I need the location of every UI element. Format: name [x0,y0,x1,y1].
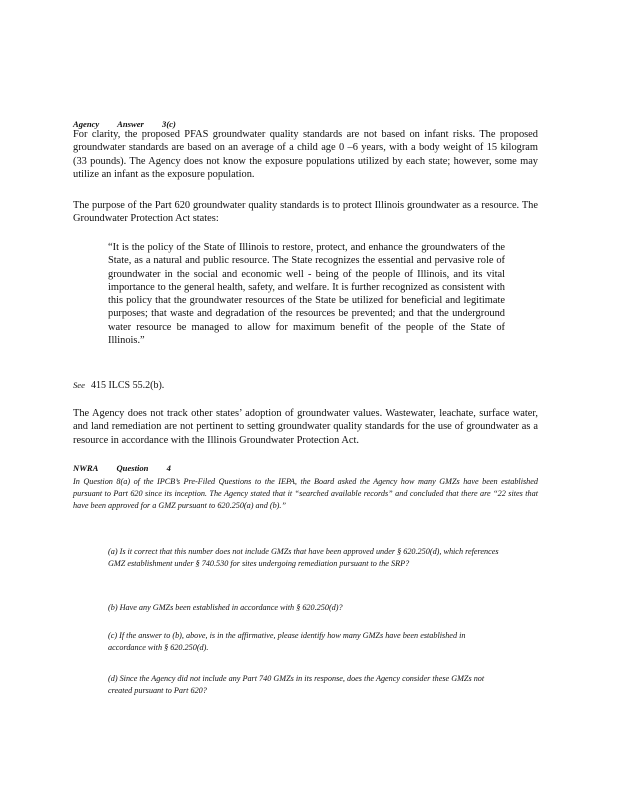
question-4-part-a: (a) Is it correct that this number does not include GMZs that have been approved under § 620.250(d), which references GMZ establishment under § 740.530 for sites undergoing remediation pursuant to the SRP? [108,547,499,569]
question-4-part-d: (d) Since the Agency did not include any Part 740 GMZs in its response, does the Agency consider these GMZs not created pursuant to Part 620? [108,674,485,696]
see-citation: 415 ILCS 55.2(b). [90,380,165,391]
block-quote: “It is the policy of the State of Illinois to restore, protect, and enhance the groundwaters of the State, as a natural and public resource. The State recognizes the essential and pervasive role of groundwater in the social and economic well - being of the people of Illinois, and its vital importance to the general health, safety, and welfare. It is further recognized as consistent with this policy that the groundwater resources of the State be utilized for beneficial and legitimate purposes; that waste and degradation of the resources be prevented; and that the underground water resource be managed to allow for maximum benefit of the people of the State of Illinois.” [108,242,505,347]
answer-header-agency: Agency [73,119,100,129]
nwra-question-number: 4 [166,463,171,473]
question-4-intro: In Question 8(a) of the IPCB’s Pre-Filed Questions to the IEPA, the Board asked the Agency how many GMZs have been established pursuant to Part 620 since its inception. The Agency stated that it “searched available records” and concluded that there are “22 sites that have been approved for a GMZ pursuant to 620.250(a) and (b).” [73,477,538,511]
answer-paragraph-1: For clarity, the proposed PFAS groundwater quality standards are not based on infant risks. The proposed groundwater standards are based on an average of a child age 0 –6 years, with a body weight of 15 kilogram (33 pounds). The Agency does not know the exposure populations utilized by each state; however, some may utilize an infant as the exposure population. [73,129,538,180]
answer-paragraph-3: The Agency does not track other states’ adoption of groundwater values. Wastewater, leachate, surface water, and land remediation are not pertinent to setting groundwater quality standards for the use of groundwater as a resource in accordance with the Illinois Groundwater Protection Act. [73,408,538,446]
nwra-question-header [73,463,187,473]
see-reference [73,380,164,391]
nwra-question-label: Question [116,463,149,473]
answer-header-answer: Answer [117,119,144,129]
question-4-part-c: (c) If the answer to (b), above, is in the affirmative, please identify how many GMZs have been established in accordance with § 620.250(d). [108,631,466,653]
nwra-org: NWRA [73,463,99,473]
answer-paragraph-2: The purpose of the Part 620 groundwater quality standards is to protect Illinois groundwater as a resource. The Groundwater Protection Act states: [73,200,538,225]
see-label: See [73,380,85,390]
question-4-part-b: (b) Have any GMZs been established in accordance with § 620.250(d)? [108,603,343,612]
answer-header-number: 3(c) [162,119,176,129]
